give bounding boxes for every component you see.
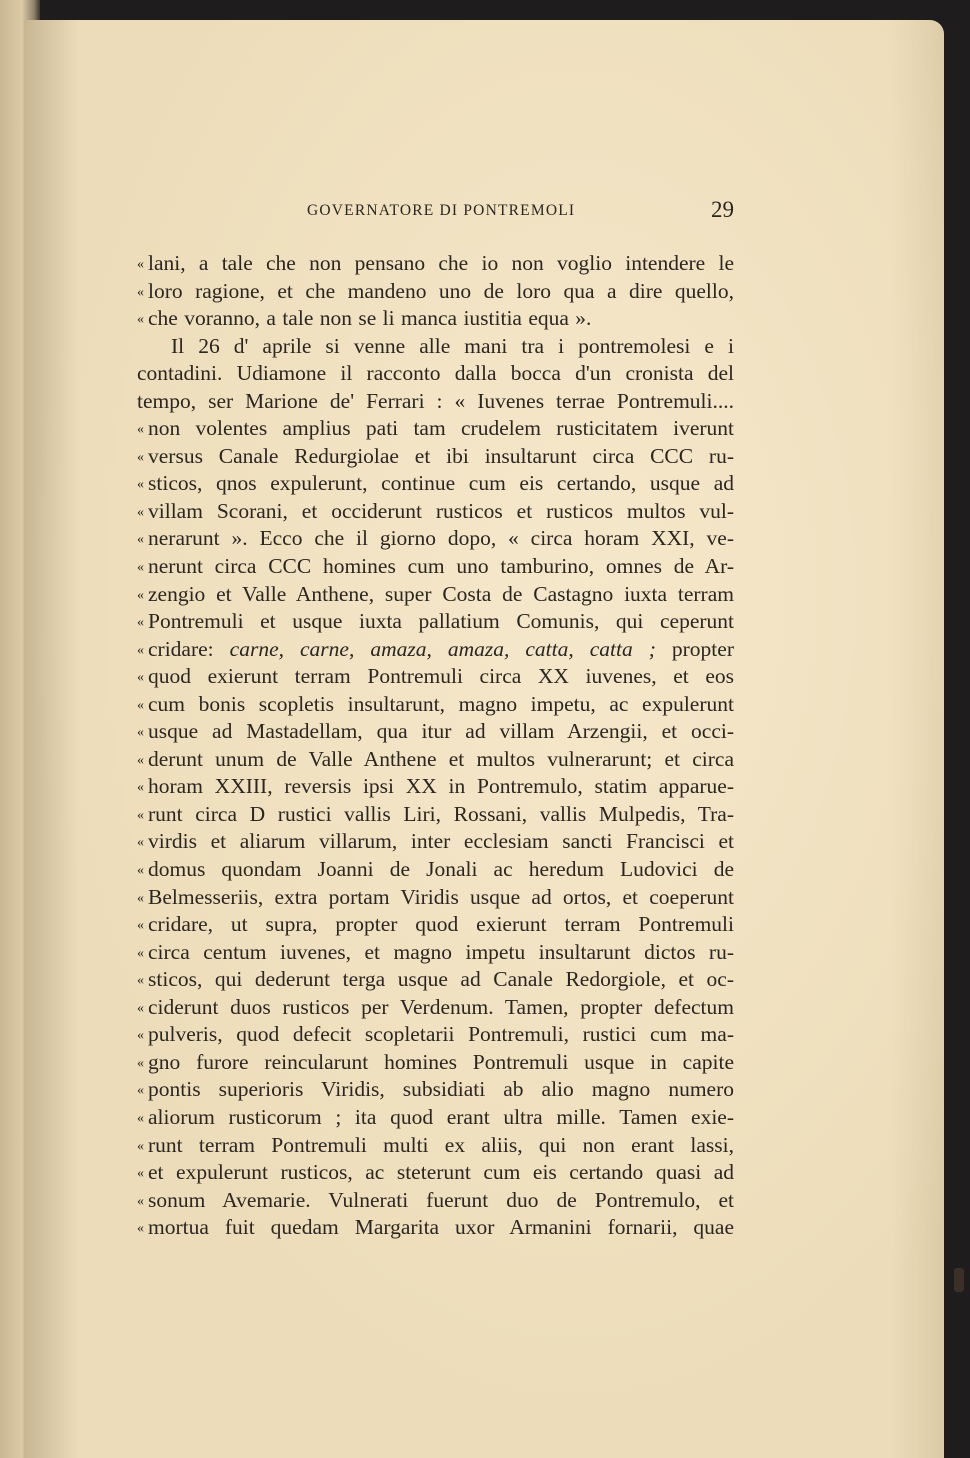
text-line (137, 1049, 734, 1077)
text-line (137, 525, 734, 553)
line-text: villam Scorani, et occiderunt rusticos et rusticos multos vul- (148, 498, 734, 523)
text-line (137, 1187, 734, 1215)
line-text: circa centum iuvenes, et magno impetu insultarunt dictos ru- (148, 939, 734, 964)
text-line (137, 1159, 734, 1187)
line-text: pontis superioris Viridis, subsidiati ab alio magno numero (148, 1077, 734, 1102)
text-line (137, 1076, 734, 1104)
text-line (137, 994, 734, 1022)
continuation-quote-mark: « (137, 835, 144, 851)
text-line (137, 608, 734, 636)
line-text: virdis et aliarum villarum, inter ecclesiam sancti Francisci et (148, 829, 734, 854)
text-line (137, 1214, 734, 1242)
continuation-quote-mark: « (137, 1166, 144, 1182)
line-text: quod exierunt terram Pontremuli circa XX iuvenes, et eos (148, 664, 734, 689)
text-line (137, 663, 734, 691)
line-text: cridare, ut supra, propter quod exierunt terram Pontremuli (148, 912, 734, 937)
italic-quoted-cry: carne, carne, amaza, amaza, catta, catta ; (229, 636, 656, 661)
text-line (137, 773, 734, 801)
page-header (284, 197, 734, 228)
text-line (137, 746, 734, 774)
text-line (137, 939, 734, 967)
continuation-quote-mark: « (137, 422, 144, 438)
text-line (137, 884, 734, 912)
continuation-quote-mark: « (137, 1110, 144, 1126)
continuation-quote-mark: « (137, 1221, 144, 1237)
continuation-quote-mark: « (137, 752, 144, 768)
line-text: horam XXIII, reversis ipsi XX in Pontremulo, statim apparue- (148, 774, 734, 799)
text-line (137, 415, 734, 443)
text-line (137, 1021, 734, 1049)
line-text: cridare: (148, 636, 230, 661)
continuation-quote-mark: « (137, 890, 144, 906)
continuation-quote-mark: « (137, 1138, 144, 1154)
line-text: pulveris, quod defecit scopletarii Pontremuli, rustici cum ma- (148, 1022, 734, 1047)
line-text: aliorum rusticorum ; ita quod erant ultra mille. Tamen exie- (148, 1104, 734, 1129)
continuation-quote-mark: « (137, 1028, 144, 1044)
line-text: domus quondam Joanni de Jonali ac heredum Ludovici de (148, 857, 734, 882)
line-text: zengio et Valle Anthene, super Costa de Castagno iuxta terram (148, 581, 734, 606)
line-text: sticos, qnos expulerunt, continue cum eis certando, usque ad (148, 471, 734, 496)
continuation-quote-mark: « (137, 697, 144, 713)
continuation-quote-mark: « (137, 284, 144, 300)
continuation-quote-mark: « (137, 642, 144, 658)
continuation-quote-mark: « (137, 257, 144, 272)
text-line (137, 250, 734, 278)
line-text: Pontremuli et usque iuxta pallatium Comunis, qui ceperunt (148, 609, 734, 634)
line-text: loro ragione, et che mandeno uno de loro qua a dire quello, (148, 278, 734, 303)
text-line (137, 553, 734, 581)
continuation-quote-mark: « (137, 312, 144, 328)
page-paper (24, 20, 944, 1458)
line-text: che voranno, a tale non se li manca iustitia equa ». (148, 306, 592, 331)
line-text: usque ad Mastadellam, qua itur ad villam Arzengii, et occi- (148, 719, 734, 744)
text-line (137, 801, 734, 829)
text-line (137, 360, 734, 388)
text-line (137, 1104, 734, 1132)
continuation-quote-mark: « (137, 1083, 144, 1099)
line-text: gno furore reincularunt homines Pontremuli usque in capite (148, 1049, 734, 1074)
line-text: sticos, qui dederunt terga usque ad Canale Redorgiole, et oc- (148, 967, 734, 992)
line-text: non volentes amplius pati tam crudelem rusticitatem iverunt (148, 416, 734, 441)
line-text: versus Canale Redurgiolae et ibi insultarunt circa CCC ru- (148, 443, 734, 468)
line-text: cum bonis scopletis insultarunt, magno impetu, ac expulerunt (148, 691, 734, 716)
running-title: GOVERNATORE DI PONTREMOLI (307, 202, 576, 219)
text-line (137, 636, 734, 664)
continuation-quote-mark: « (137, 863, 144, 879)
continuation-quote-mark: « (137, 1000, 144, 1016)
text-line (137, 470, 734, 498)
continuation-quote-mark: « (137, 587, 144, 603)
text-line (137, 278, 734, 306)
text-line (137, 333, 734, 361)
line-text: derunt unum de Valle Anthene et multos vulnerarunt; et circa (148, 746, 734, 771)
continuation-quote-mark: « (137, 532, 144, 548)
text-line (137, 498, 734, 526)
text-line (137, 966, 734, 994)
continuation-quote-mark: « (137, 477, 144, 493)
page-edge-mark (954, 1268, 964, 1292)
continuation-quote-mark: « (137, 1193, 144, 1209)
line-text: tempo, ser Marione de' Ferrari : « Iuvenes terrae Pontremuli.... (137, 388, 734, 413)
text-line (137, 718, 734, 746)
text-line (137, 1132, 734, 1160)
line-text: propter (655, 636, 734, 661)
continuation-quote-mark: « (137, 973, 144, 989)
continuation-quote-mark: « (137, 807, 144, 823)
continuation-quote-mark: « (137, 449, 144, 465)
body-text (137, 250, 734, 1242)
line-text: et expulerunt rusticos, ac steterunt cum eis certando quasi ad (148, 1160, 734, 1185)
text-line (137, 388, 734, 416)
continuation-quote-mark: « (137, 615, 144, 631)
line-text: lani, a tale che non pensano che io non voglio intendere le (148, 251, 734, 275)
continuation-quote-mark: « (137, 1055, 144, 1071)
text-line (137, 581, 734, 609)
line-text: runt circa D rustici vallis Liri, Rossani, vallis Mulpedis, Tra- (148, 801, 734, 826)
continuation-quote-mark: « (137, 725, 144, 741)
line-text: Il 26 d' aprile si venne alle mani tra i pontremolesi e i (171, 333, 734, 358)
text-line (137, 691, 734, 719)
continuation-quote-mark: « (137, 945, 144, 961)
continuation-quote-mark: « (137, 504, 144, 520)
text-line (137, 856, 734, 884)
line-text: Belmesseriis, extra portam Viridis usque ad ortos, et coeperunt (148, 884, 734, 909)
line-text: runt terram Pontremuli multi ex aliis, qui non erant lassi, (148, 1132, 734, 1157)
text-line (137, 828, 734, 856)
continuation-quote-mark: « (137, 780, 144, 796)
line-text: contadini. Udiamone il racconto dalla bocca d'un cronista del (137, 361, 734, 386)
text-line (137, 443, 734, 471)
line-text: nerarunt ». Ecco che il giorno dopo, « circa horam XXI, ve- (148, 526, 734, 551)
continuation-quote-mark: « (137, 560, 144, 576)
line-text: sonum Avemarie. Vulnerati fuerunt duo de Pontremulo, et (148, 1187, 734, 1212)
text-line (137, 305, 734, 333)
text-line (137, 911, 734, 939)
line-text: ciderunt duos rusticos per Verdenum. Tamen, propter defectum (148, 994, 734, 1019)
line-text: mortua fuit quedam Margarita uxor Armanini fornarii, quae (148, 1215, 734, 1240)
line-text: nerunt circa CCC homines cum uno tamburino, omnes de Ar- (148, 554, 734, 579)
continuation-quote-mark: « (137, 670, 144, 686)
continuation-quote-mark: « (137, 918, 144, 934)
page-number: 29 (711, 197, 734, 222)
